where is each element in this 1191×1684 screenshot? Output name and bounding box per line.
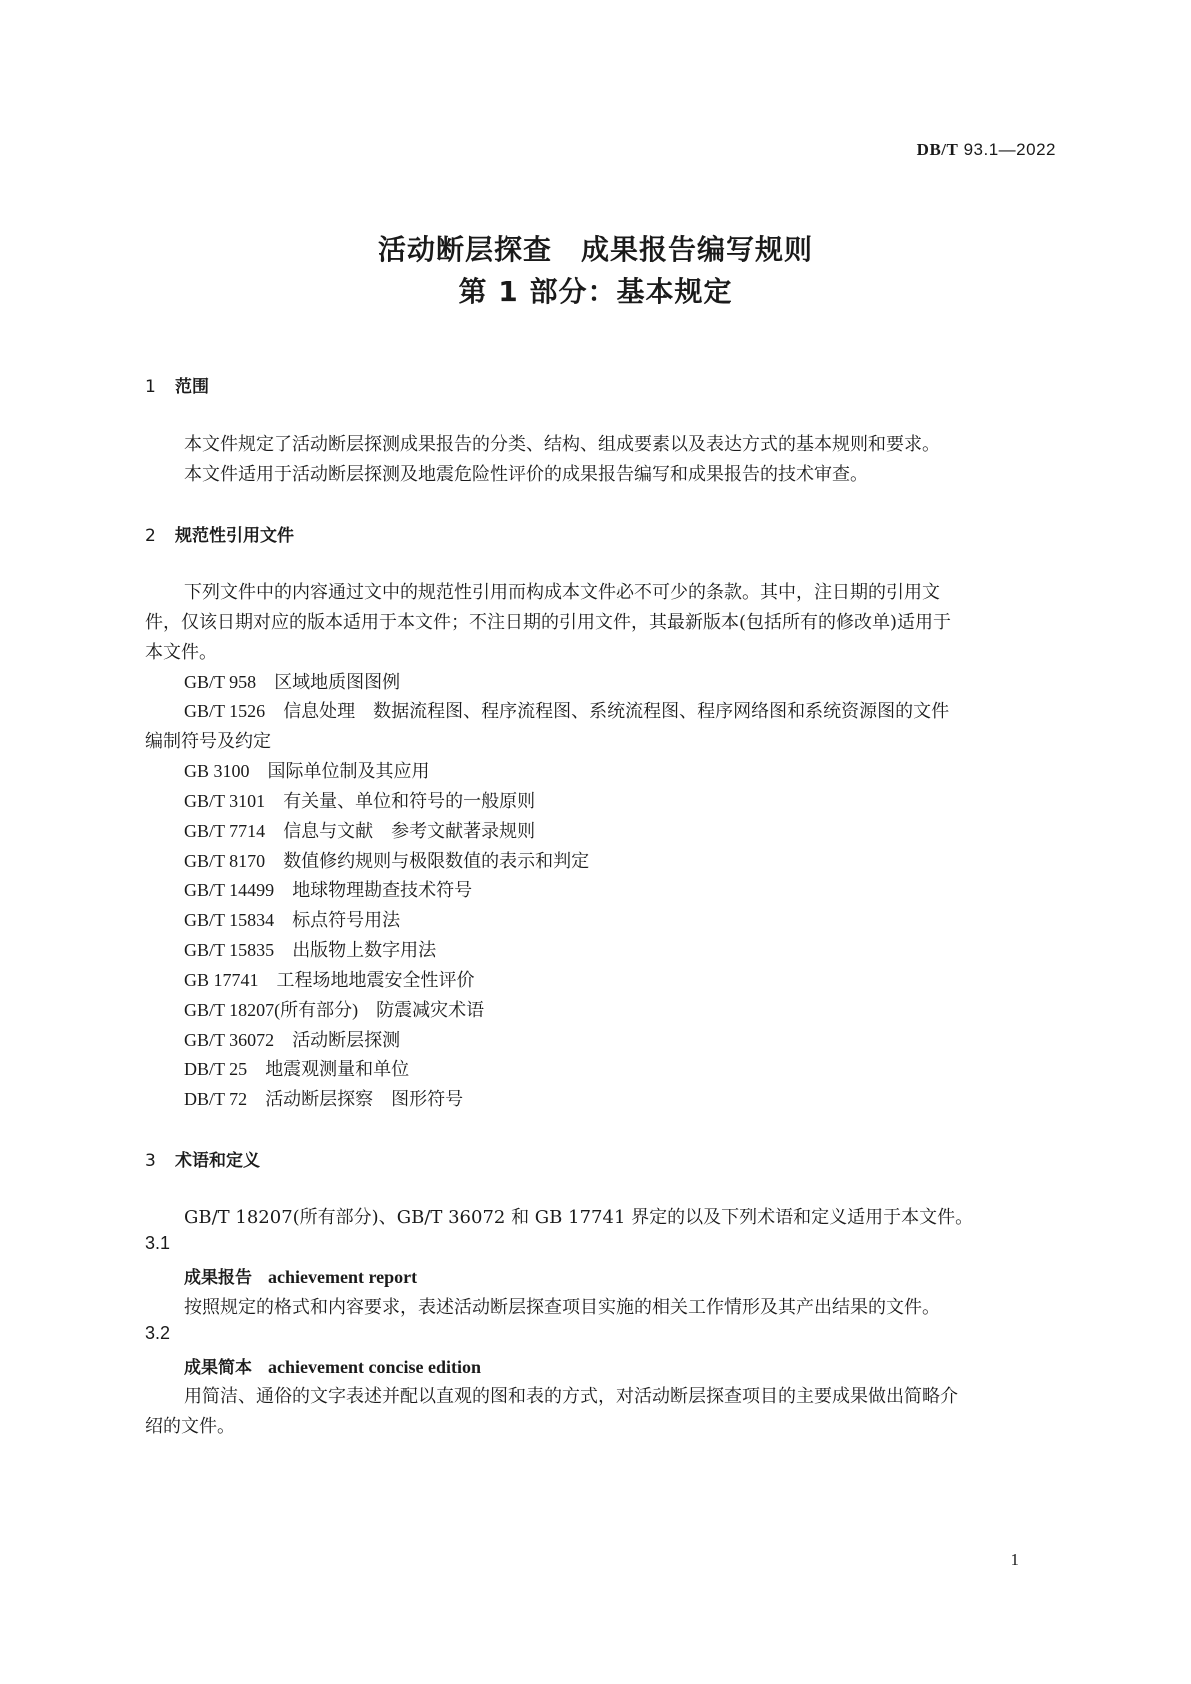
paragraph: 本文件规定了活动断层探测成果报告的分类、结构、组成要素以及表达方式的基本规则和要求。 [184,434,940,455]
reference-title: 国际单位制及其应用 [267,761,430,782]
reference-title: 地球物理勘查技术符号 [292,880,473,901]
reference-item [184,817,535,843]
paragraph: 下列文件中的内容通过文中的规范性引用而构成本文件必不可少的条款。其中，注日期的引用文 [184,582,940,603]
reference-code: GB/T 3101 [184,791,266,811]
reference-item [184,668,400,694]
reference-code: GB/T 1526 [184,701,266,721]
section-heading-normative-references [145,521,294,546]
reference-title: 防震减灾术语 [376,1000,485,1021]
reference-item [184,697,949,723]
term-en: achievement report [268,1267,418,1287]
paragraph: 本文件适用于活动断层探测及地震危险性评价的成果报告编写和成果报告的技术审查。 [184,464,868,485]
standard-prefix: DB/T [916,140,959,159]
term-entry [184,1263,417,1288]
reference-title: 信息与文献 参考文献著录规则 [283,821,536,842]
reference-title: 区域地质图图例 [274,672,401,693]
reference-code: GB/T 14499 [184,880,275,900]
section-number: 2 [145,526,156,546]
section-title: 范围 [175,377,209,397]
term-definition: 按照规定的格式和内容要求，表述活动断层探查项目实施的相关工作情形及其产出结果的文件。 [184,1297,940,1318]
paragraph: 件，仅该日期对应的版本适用于本文件；不注日期的引用文件，其最新版本(包括所有的修改单)适用于 [145,612,952,633]
document-title: 活动断层探查 成果报告编写规则 [377,233,813,266]
reference-code: GB/T 958 [184,672,257,692]
reference-item [184,936,436,962]
reference-title: 有关量、单位和符号的一般原则 [283,791,536,812]
section-title: 术语和定义 [175,1151,260,1171]
term-definition-continued: 绍的文件。 [145,1416,235,1437]
reference-code: GB/T 15834 [184,910,275,930]
term-en: achievement concise edition [268,1357,481,1377]
reference-title: 地震观测量和单位 [265,1059,410,1080]
section-title: 规范性引用文件 [175,526,294,546]
reference-item [184,1055,409,1081]
page-number: 1 [1010,1550,1019,1569]
section-number: 3 [145,1151,156,1171]
reference-code: GB/T 7714 [184,821,266,841]
reference-title-continued: 编制符号及约定 [145,731,271,752]
reference-code: GB/T 18207(所有部分) [184,1000,359,1020]
reference-title: 活动断层探察 图形符号 [265,1089,464,1110]
reference-title: 工程场地地震安全性评价 [276,970,475,991]
reference-code: DB/T 25 [184,1059,248,1079]
term-definition: 用简洁、通俗的文字表述并配以直观的图和表的方式，对活动断层探查项目的主要成果做出简略介 [184,1386,958,1407]
term-number: 3.1 [145,1233,171,1253]
reference-title: 活动断层探测 [292,1030,401,1051]
reference-title: 标点符号用法 [292,910,401,931]
reference-item [184,1026,400,1052]
reference-item [184,847,589,873]
reference-code: GB 17741 [184,970,259,990]
reference-code: DB/T 72 [184,1089,248,1109]
reference-item [184,876,472,902]
reference-item [184,1085,463,1111]
reference-item [184,906,400,932]
standard-number [917,140,1056,160]
reference-title: 数值修约规则与极限数值的表示和判定 [283,851,590,872]
term-cn: 成果简本 [184,1358,252,1378]
term-number: 3.2 [145,1323,171,1343]
reference-title: 信息处理 数据流程图、程序流程图、系统流程图、程序网络图和系统资源图的文件 [283,701,950,722]
section-heading-terms [145,1146,260,1171]
reference-item [184,996,484,1022]
reference-item [184,966,475,992]
standard-code: 93.1—2022 [963,140,1056,159]
section-number: 1 [145,377,156,397]
reference-item [184,757,430,783]
reference-code: GB 3100 [184,761,250,781]
paragraph: 本文件。 [145,642,217,663]
reference-item [184,787,535,813]
term-cn: 成果报告 [184,1268,252,1288]
paragraph: GB/T 18207(所有部分)、GB/T 36072 和 GB 17741 界定的以及下列术语和定义适用于本文件。 [184,1207,974,1228]
document-subtitle: 第 1 部分：基本规定 [458,275,733,308]
term-entry [184,1353,481,1378]
reference-code: GB/T 15835 [184,940,275,960]
reference-code: GB/T 8170 [184,851,266,871]
reference-code: GB/T 36072 [184,1030,275,1050]
reference-title: 出版物上数字用法 [292,940,437,961]
section-heading-scope [145,372,209,397]
